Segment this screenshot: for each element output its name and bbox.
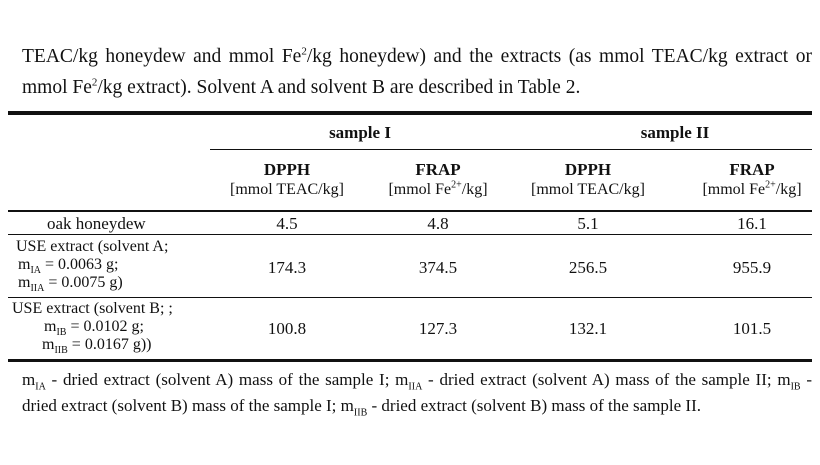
column-header-unit: [mmol $Fe^{2+}/kg$] xyxy=(702,179,802,198)
table-footnote: $m_{IA}$ - dried extract (solvent A) mass of the sample I; $m_{IIA}$ - dried extract (solvent A) mass of the sample II; $m_{IB}$ - dried extract (solvent B) mass of the sample I; $m_{IIB}$ - dried extract (solvent B) mass of the sample II. xyxy=(22,370,812,419)
caption-superscript: 2 xyxy=(301,45,307,58)
table-cell: 127.3 xyxy=(418,319,458,338)
table-cell: 100.8 xyxy=(267,319,307,338)
table-bottom-rule xyxy=(8,359,812,362)
row-divider-rule xyxy=(8,297,812,298)
header-bottom-rule xyxy=(8,210,812,212)
table-cell: 4.8 xyxy=(427,214,449,233)
column-header-frap-1 xyxy=(358,160,518,200)
column-header-unit: [mmol TEAC/kg] xyxy=(531,181,645,198)
table-cell: 4.5 xyxy=(276,214,298,233)
group-header-sample-1: sample I xyxy=(329,123,391,142)
caption-text: extract or mmol Fe xyxy=(22,46,812,98)
table-row-label: oak honeydew xyxy=(47,214,146,233)
table-row-label: USE extract (solvent B; ; $m_{IB} = 0.0102$ g; $m_{IIB} = 0.0167$ g)) xyxy=(12,300,173,357)
table-cell: 955.9 xyxy=(732,258,772,277)
caption-text: /kg honeydew) and the extracts (as mmol TEAC/kg xyxy=(306,46,728,67)
row-divider-rule xyxy=(8,234,812,235)
table-cell: 16.1 xyxy=(737,214,767,233)
table-cell: 5.1 xyxy=(577,214,599,233)
table-cell: 132.1 xyxy=(568,319,608,338)
table-top-rule xyxy=(8,111,812,115)
caption-text: /kg extract). Solvent A and solvent B are described in Table 2. xyxy=(97,77,581,98)
caption-superscript: 2 xyxy=(91,76,98,89)
column-header-dpph-2 xyxy=(508,160,668,200)
column-header-frap-2 xyxy=(672,160,820,200)
table-cell: 101.5 xyxy=(732,319,772,338)
column-header-unit: [mmol $Fe^{2+}/kg$] xyxy=(388,179,488,198)
column-header-unit: [mmol TEAC/kg] xyxy=(230,181,344,198)
table-cell: 256.5 xyxy=(568,258,608,277)
caption-text: TEAC/kg honeydew and mmol Fe xyxy=(22,46,302,67)
group-header-sample-2: sample II xyxy=(640,123,710,142)
group-underline-rule xyxy=(210,149,812,150)
table-cell: 174.3 xyxy=(267,258,307,277)
column-header-dpph-1 xyxy=(207,160,367,200)
column-header-name: DPPH xyxy=(564,160,612,179)
table-caption xyxy=(22,41,812,103)
column-header-name: FRAP xyxy=(729,160,775,179)
table-row-label: USE extract (solvent A; $m_{IA} = 0.0063$ g; $m_{IIA} = 0.0075$ g) xyxy=(16,238,169,295)
table-cell: 374.5 xyxy=(418,258,458,277)
column-header-name: FRAP xyxy=(415,160,461,179)
column-header-name: DPPH xyxy=(263,160,311,179)
